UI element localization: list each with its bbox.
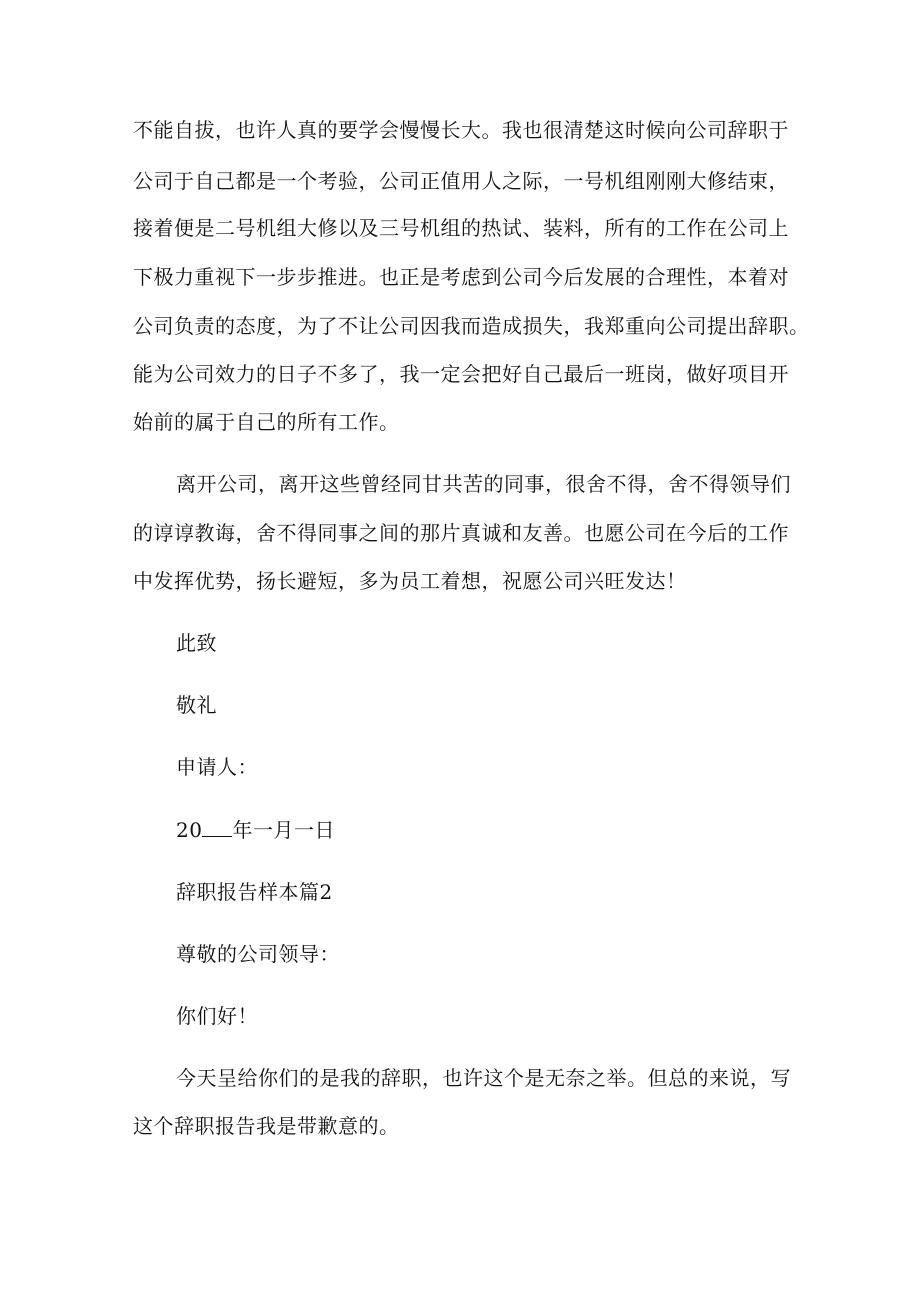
salutation: 尊敬的公司领导： bbox=[176, 942, 340, 966]
date-line bbox=[176, 817, 335, 843]
paragraph-3-line-2: 这个辞职报告我是带歉意的。 bbox=[133, 1114, 400, 1138]
paragraph-2-line-1: 离开公司，离开这些曾经同甘共苦的同事，很舍不得，舍不得领导们 bbox=[176, 472, 791, 496]
section-title: 辞职报告样本篇2 bbox=[176, 880, 333, 904]
applicant-label: 申请人： bbox=[176, 755, 258, 779]
paragraph-3-line-1: 今天呈给你们的是我的辞职，也许这个是无奈之举。但总的来说，写 bbox=[176, 1066, 791, 1090]
paragraph-1-line-2: 公司于自己都是一个考验，公司正值用人之际，一号机组刚刚大修结束， bbox=[133, 169, 789, 193]
closing-cizhi: 此致 bbox=[176, 631, 217, 655]
closing-jingli: 敬礼 bbox=[176, 693, 217, 717]
date-blank bbox=[202, 818, 232, 837]
date-suffix: 年一月一日 bbox=[232, 818, 335, 842]
paragraph-2-line-2: 的谆谆教诲，舍不得同事之间的那片真诚和友善。也愿公司在今后的工作 bbox=[133, 521, 789, 545]
paragraph-1-line-3: 接着便是二号机组大修以及三号机组的热试、装料，所有的工作在公司上 bbox=[133, 216, 789, 240]
paragraph-1-line-6: 能为公司效力的日子不多了，我一定会把好自己最后一班岗，做好项目开 bbox=[133, 362, 789, 386]
paragraph-1-line-5: 公司负责的态度，为了不让公司因我而造成损失，我郑重向公司提出辞职。 bbox=[133, 314, 810, 338]
paragraph-2-line-3: 中发挥优势，扬长避短，多为员工着想，祝愿公司兴旺发达！ bbox=[133, 569, 687, 593]
greeting: 你们好！ bbox=[176, 1004, 258, 1028]
paragraph-1-line-4: 下极力重视下一步步推进。也正是考虑到公司今后发展的合理性，本着对 bbox=[133, 265, 789, 289]
date-year-prefix: 20 bbox=[176, 818, 203, 842]
paragraph-1-line-7: 始前的属于自己的所有工作。 bbox=[133, 410, 400, 434]
paragraph-1-line-1: 不能自拔，也许人真的要学会慢慢长大。我也很清楚这时候向公司辞职于 bbox=[133, 118, 789, 142]
